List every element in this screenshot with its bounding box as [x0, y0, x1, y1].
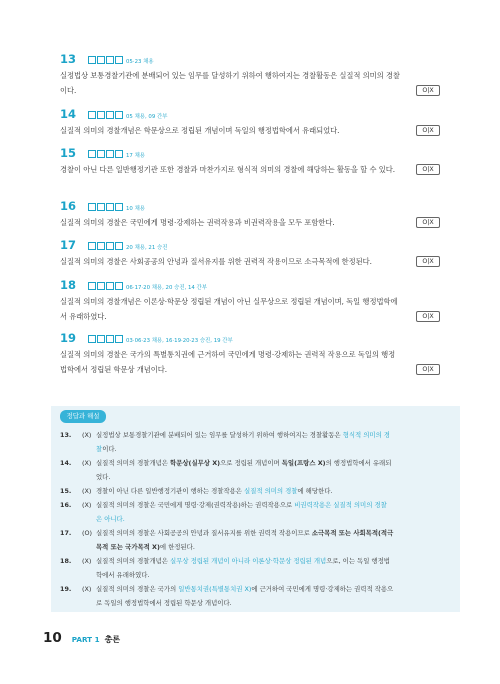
answer-text: 로 독일의 행정법학에서 정립된 학문상 개념이다. [96, 599, 232, 607]
check-box-icon [115, 282, 123, 290]
answer-mark: (X) [82, 487, 92, 495]
answer-number: 19. [60, 585, 72, 593]
checkbox-icon-group [88, 111, 123, 119]
question-header [60, 107, 438, 121]
answer-number: 13. [60, 431, 72, 439]
ox-answer-box[interactable]: O|X [416, 85, 440, 96]
check-box-icon [97, 203, 105, 211]
check-box-icon [106, 242, 114, 250]
question-number: 16 [60, 199, 77, 213]
check-box-icon [97, 242, 105, 250]
question-item [60, 278, 438, 324]
question-source-tag: 05 채용, 09 간부 [126, 114, 168, 120]
check-box-icon [88, 335, 96, 343]
question-item [60, 107, 438, 138]
checkbox-icon-group [88, 282, 123, 290]
answer-row [60, 526, 455, 554]
question-header [60, 199, 438, 213]
answer-text: 경찰이 아닌 다른 일반행정기관이 행하는 경찰작용은 실질적 의미의 경찰에 해당한다. [96, 487, 333, 495]
check-box-icon [97, 335, 105, 343]
question-line: 법학에서 정립된 학문상 개념이다. [60, 365, 168, 374]
answer-mark: (X) [82, 585, 92, 593]
answer-row [60, 582, 455, 610]
answer-number: 17. [60, 529, 72, 537]
question-item [60, 52, 438, 98]
check-box-icon [115, 111, 123, 119]
question-text [60, 347, 438, 377]
question-item [60, 146, 438, 177]
check-box-icon [106, 335, 114, 343]
question-line: 경찰이 아닌 다른 일반행정기관 또한 경찰과 마찬가지로 형식적 의미의 경찰에 해당하는 활동을 할 수 있다. [60, 165, 395, 174]
question-item [60, 199, 438, 230]
check-box-icon [88, 203, 96, 211]
checkbox-icon-group [88, 150, 123, 158]
check-box-icon [115, 56, 123, 64]
check-box-icon [106, 282, 114, 290]
question-line: 서 유래하였다. [60, 312, 107, 321]
page-number: 10 [43, 630, 62, 646]
answer-row [60, 554, 455, 582]
answer-text: 실질적 의미의 경찰은 사회공공의 안녕과 질서유지를 위한 권력적 작용이므로 소극목적 또는 사회목적(적극 [96, 529, 394, 537]
question-text [60, 215, 438, 230]
answer-mark: (X) [82, 501, 92, 509]
check-box-icon [97, 111, 105, 119]
question-text [60, 123, 438, 138]
question-source-tag: 06·17·20 채용, 20 승진, 14 간부 [126, 285, 207, 291]
answer-row [60, 428, 455, 456]
question-text [60, 68, 438, 98]
question-line: 실질적 의미의 경찰은 국가의 특별통치권에 근거하여 국민에게 명령·강제하는 권력적 작용으로 독일의 행정 [60, 350, 396, 359]
answer-text: 목적 또는 국가목적 X)에 한정된다. [96, 543, 195, 551]
checkbox-icon-group [88, 56, 123, 64]
answer-row [60, 484, 455, 498]
answer-mark: (X) [82, 459, 92, 467]
question-text [60, 162, 438, 177]
answer-row [60, 498, 455, 526]
answer-number: 16. [60, 501, 72, 509]
question-line: 실정법상 보통경찰기관에 분배되어 있는 임무를 달성하기 위하여 행하여지는 경찰활동은 실질적 의미의 경찰 [60, 71, 400, 80]
question-source-tag: 10 채용 [126, 206, 145, 212]
question-item [60, 238, 438, 269]
answer-number: 18. [60, 557, 72, 565]
check-box-icon [106, 203, 114, 211]
question-header [60, 331, 438, 345]
question-number: 18 [60, 278, 77, 292]
answer-text: 실질적 의미의 경찰개념은 학문상(실무상 X)으로 정립된 개념이며 독일(프랑스 X)의 행정법학에서 유래되 [96, 459, 392, 467]
check-box-icon [106, 56, 114, 64]
answer-mark: (X) [82, 557, 92, 565]
answer-title: 정답과 해설 [60, 410, 106, 423]
question-source-tag: 05·23 채용 [126, 59, 154, 65]
check-box-icon [115, 242, 123, 250]
answer-mark: (O) [82, 529, 93, 537]
answer-text: 학에서 유래하였다. [96, 571, 150, 579]
answer-text: 었다. [96, 473, 111, 481]
question-number: 17 [60, 238, 77, 252]
answer-row [60, 456, 455, 484]
check-box-icon [97, 150, 105, 158]
check-box-icon [115, 150, 123, 158]
answer-text: 실정법상 보통경찰기관에 분배되어 있는 임무를 달성하기 위하여 행하여지는 경찰활동은 형식적 의미의 경 [96, 431, 390, 439]
answer-text: 찰이다. [96, 445, 117, 453]
part-label: PART 1 [71, 635, 100, 644]
question-header [60, 238, 438, 252]
question-line: 실질적 의미의 경찰은 국민에게 명령·강제하는 권력작용과 비권력작용을 모두 포함한다. [60, 218, 335, 227]
answer-text: 실질적 의미의 경찰은 국민에게 명령·강제(권력작용)하는 권력작용으로 비권력작용은 실질적 의미의 경찰 [96, 501, 387, 509]
question-source-tag: 17 채용 [126, 153, 145, 159]
check-box-icon [97, 282, 105, 290]
answer-text: 은 아니다. [96, 515, 125, 523]
question-line: 이다. [60, 86, 77, 95]
question-source-tag: 20 채용, 21 승진 [126, 245, 168, 251]
ox-answer-box[interactable]: O|X [416, 364, 440, 375]
question-header [60, 146, 438, 160]
check-box-icon [97, 56, 105, 64]
check-box-icon [106, 111, 114, 119]
checkbox-icon-group [88, 203, 123, 211]
check-box-icon [88, 282, 96, 290]
part-title: 총론 [104, 635, 121, 644]
check-box-icon [88, 242, 96, 250]
question-number: 15 [60, 146, 77, 160]
question-line: 실질적 의미의 경찰은 사회공공의 안녕과 질서유지를 위한 권력적 작용이므로 소극목적에 한정된다. [60, 257, 372, 266]
answer-text: 실질적 의미의 경찰은 국가의 일반통치권(특별통치권 X)에 근거하여 국민에게 명령·강제하는 권력적 작용으 [96, 585, 394, 593]
question-number: 14 [60, 107, 77, 121]
question-header [60, 278, 438, 292]
checkbox-icon-group [88, 335, 123, 343]
ox-answer-box[interactable]: O|X [416, 256, 440, 267]
check-box-icon [106, 150, 114, 158]
question-item [60, 331, 438, 377]
checkbox-icon-group [88, 242, 123, 250]
question-line: 실질적 의미의 경찰개념은 이론상·학문상 정립된 개념이 아닌 실무상으로 정립된 개념이며, 독일 행정법학에 [60, 297, 398, 306]
page-footer [43, 630, 120, 646]
question-text [60, 294, 438, 324]
question-text [60, 254, 438, 269]
ox-answer-box[interactable]: O|X [416, 164, 440, 175]
check-box-icon [88, 56, 96, 64]
ox-answer-box[interactable]: O|X [416, 125, 440, 136]
check-box-icon [88, 111, 96, 119]
answer-text: 실질적 의미의 경찰개념은 실무상 정립된 개념이 아니라 이론상·학문상 정립된 개념으로, 이는 독일 행정법 [96, 557, 390, 565]
ox-answer-box[interactable]: O|X [416, 311, 440, 322]
question-number: 19 [60, 331, 77, 345]
check-box-icon [88, 150, 96, 158]
ox-answer-box[interactable]: O|X [416, 217, 440, 228]
check-box-icon [115, 335, 123, 343]
question-header [60, 52, 438, 66]
check-box-icon [115, 203, 123, 211]
answer-mark: (X) [82, 431, 92, 439]
question-number: 13 [60, 52, 77, 66]
answer-number: 14. [60, 459, 72, 467]
answer-number: 15. [60, 487, 72, 495]
question-line: 실질적 의미의 경찰개념은 학문상으로 정립된 개념이며 독일의 행정법학에서 유래되었다. [60, 126, 340, 135]
question-source-tag: 03·06·23 채용, 16·19·20·23 승진, 19 간부 [126, 338, 233, 344]
